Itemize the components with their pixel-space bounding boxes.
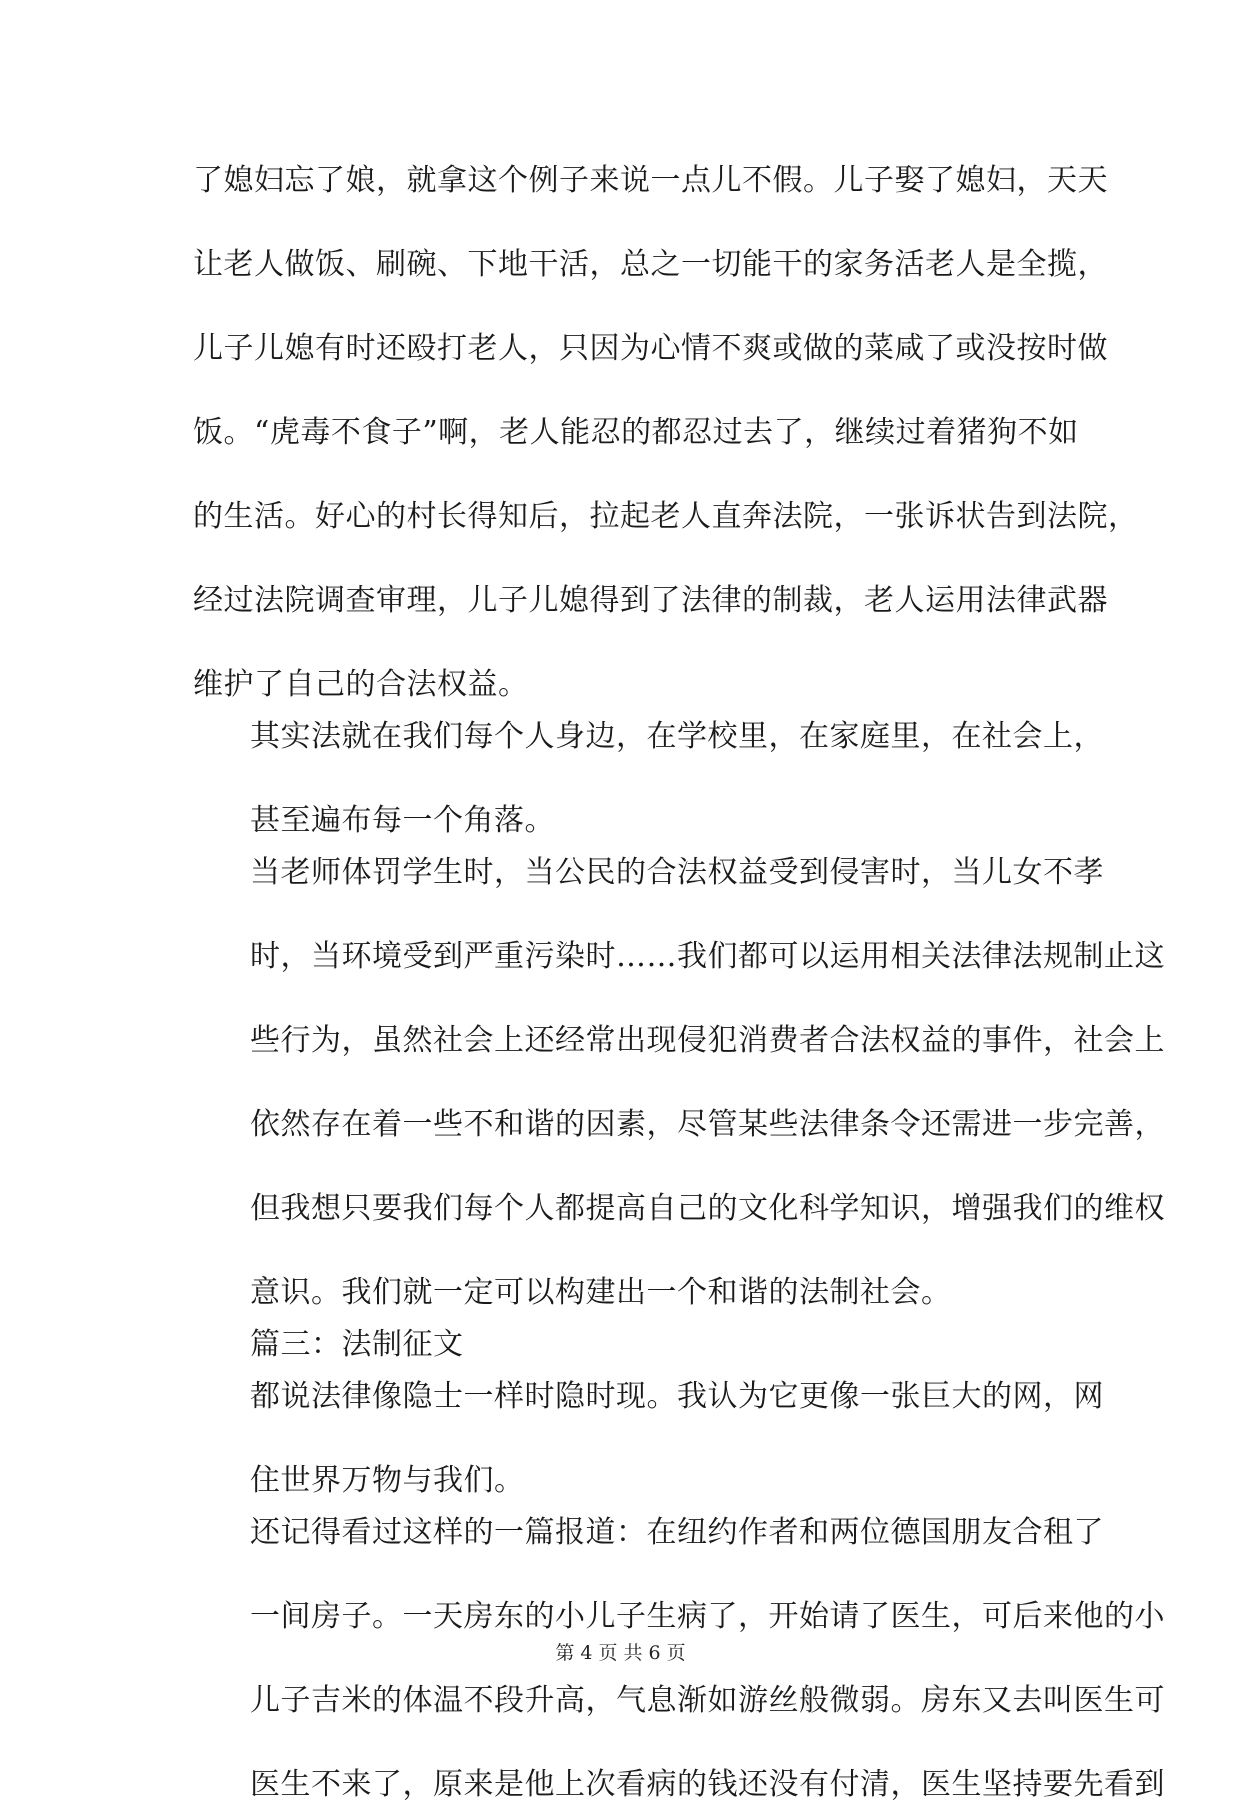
text-line: 其实法就在我们每个人身边，在学校里，在家庭里，在社会上， [250, 719, 1104, 754]
text-line: 医生不来了，原来是他上次看病的钱还没有付清，医生坚持要先看到 [250, 1767, 1165, 1802]
text-line: 依然存在着一些不和谐的因素，尽管某些法律条令还需进一步完善， [250, 1107, 1165, 1142]
text-line: 还记得看过这样的一篇报道：在纽约作者和两位德国朋友合租了 [250, 1515, 1104, 1550]
text-line: 儿子儿媳有时还殴打老人，只因为心情不爽或做的菜咸了或没按时做 [193, 331, 1108, 366]
text-line: 让老人做饭、刷碗、下地干活，总之一切能干的家务活老人是全揽， [193, 247, 1108, 282]
paragraph [193, 716, 1104, 842]
paragraph [193, 852, 1165, 1314]
text-line: 饭。“虎毒不食子”啊，老人能忍的都忍过去了，继续过着猪狗不如 [193, 415, 1079, 450]
text-line: 儿子吉米的体温不段升高，气息渐如游丝般微弱。房东又去叫医生可 [250, 1683, 1165, 1718]
paragraph [193, 1324, 1051, 1366]
text-line: 甚至遍布每一个角落。 [250, 803, 555, 838]
text-line: 但我想只要我们每个人都提高自己的文化科学知识，增强我们的维权 [250, 1191, 1165, 1226]
text-line: 的生活。好心的村长得知后，拉起老人直奔法院，一张诉状告到法院， [193, 499, 1139, 534]
text-line: 了媳妇忘了娘，就拿这个例子来说一点儿不假。儿子娶了媳妇，天天 [193, 163, 1108, 198]
text-line: 经过法院调查审理，儿子儿媳得到了法律的制裁，老人运用法律武器 [193, 583, 1108, 618]
text-line: 时，当环境受到严重污染时……我们都可以运用相关法律法规制止这 [250, 939, 1165, 974]
document-body [193, 160, 1165, 1816]
text-line: 些行为，虽然社会上还经常出现侵犯消费者合法权益的事件，社会上 [250, 1023, 1165, 1058]
paragraph [193, 160, 1139, 706]
text-line: 都说法律像隐士一样时隐时现。我认为它更像一张巨大的网，网 [250, 1379, 1104, 1414]
page-number-label: 第 4 页 共 6 页 [555, 1642, 686, 1664]
page-footer [0, 1638, 1241, 1665]
text-line: 住世界万物与我们。 [250, 1463, 525, 1498]
text-line: 一间房子。一天房东的小儿子生病了，开始请了医生，可后来他的小 [250, 1599, 1165, 1634]
text-line: 维护了自己的合法权益。 [193, 667, 529, 702]
paragraph [193, 1376, 1104, 1502]
text-line: 当老师体罚学生时，当公民的合法权益受到侵害时，当儿女不孝 [250, 855, 1104, 890]
text-line: 意识。我们就一定可以构建出一个和谐的法制社会。 [250, 1275, 952, 1310]
text-line: 篇三：法制征文 [250, 1327, 464, 1362]
